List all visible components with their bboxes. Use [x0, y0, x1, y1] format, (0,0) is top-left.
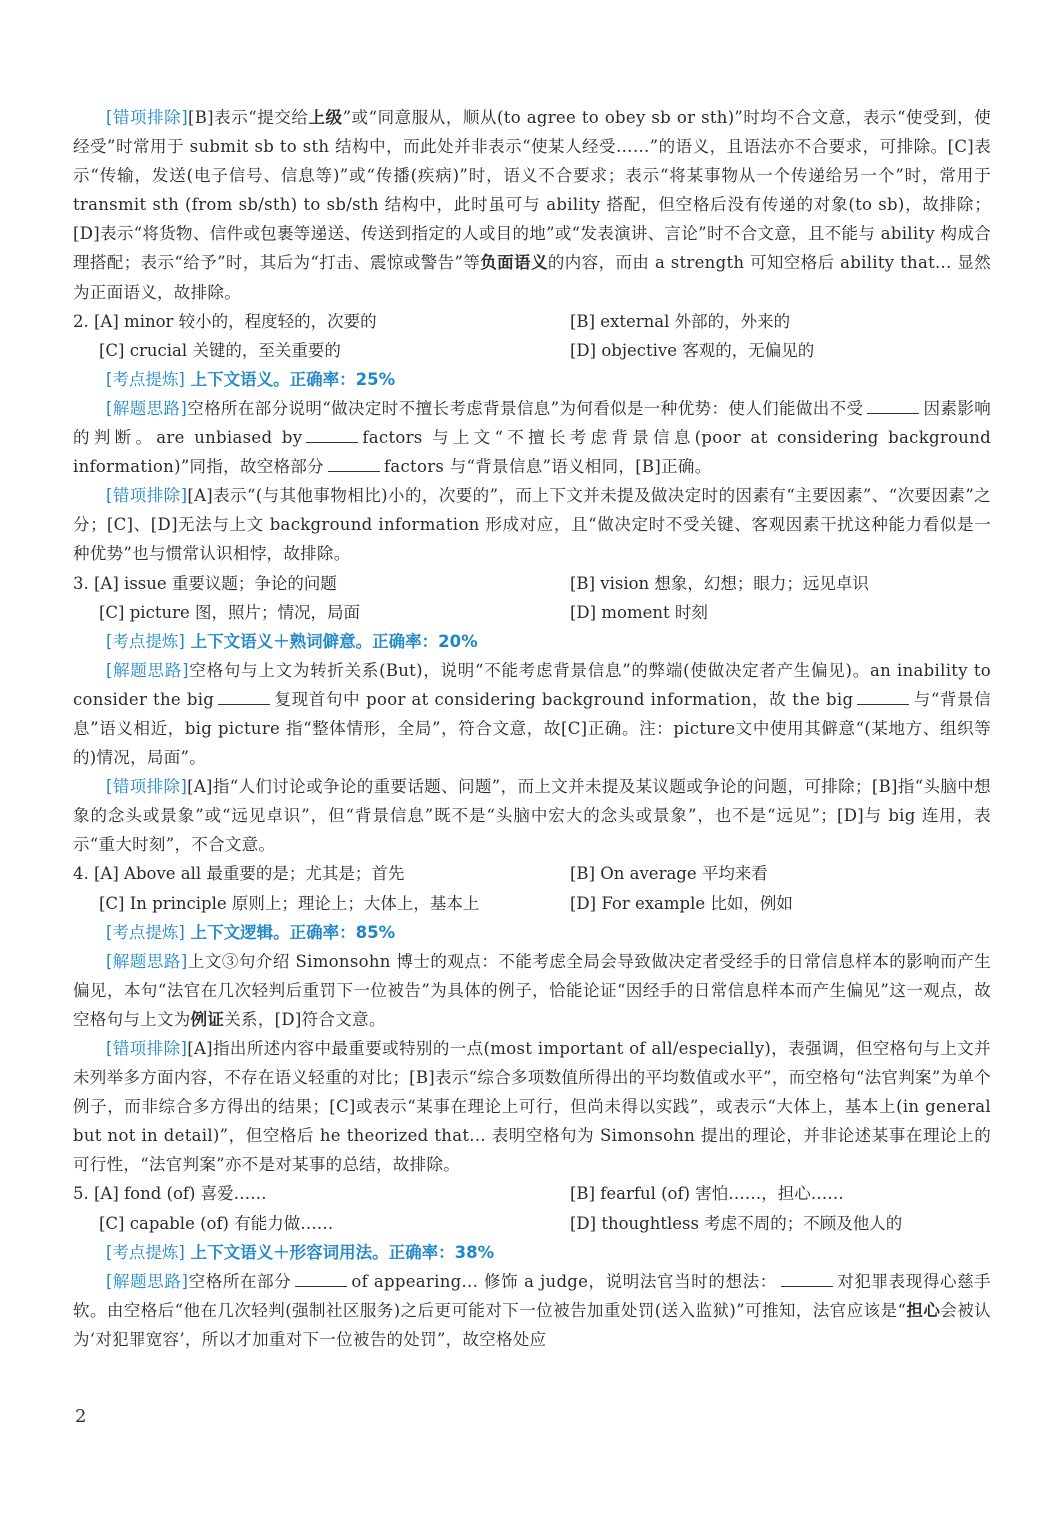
- option-b: [B] fearful (of) 害怕……，担心……: [570, 1184, 844, 1204]
- question-3: [73, 569, 991, 860]
- blank-line: [218, 690, 270, 705]
- option-c: [C] picture 图，照片；情况，局面: [99, 602, 360, 622]
- q3-options: [73, 569, 991, 627]
- exclusion-paragraph: [错项排除][A]表示“(与其他事物相比)小的，次要的”，而上下文并未提及做决定时的因素有“主要因素”、“次要因素”之分；[C]、[D]无法与上文 background information 形成对应，且“做决定时不受关键、客观因素干扰这种能力看似是一种优势”也与惯常认识相悖，故排除。: [73, 486, 991, 564]
- key-point: [考点提炼] 上下文语义＋熟词僻意。正确率：20%: [106, 631, 478, 651]
- accuracy-rate: 正确率：85%: [289, 922, 396, 942]
- option-a: 3. [A] issue 重要议题；争论的问题: [73, 573, 337, 593]
- exclusion-paragraph: [错项排除][A]指“人们讨论或争论的重要话题、问题”，而上文并未提及某议题或争论的问题，可排除；[B]指“头脑中想象的念头或景象”或“远见卓识”，但“背景信息”既不是“头脑中宏大的念头或景象”，也不是“远见”；[D]与 big 连用，表示“重大时刻”，不合文意。: [73, 777, 991, 855]
- accuracy-rate: 正确率：25%: [289, 369, 396, 389]
- blank-line: [867, 399, 919, 414]
- accuracy-rate: 正确率：20%: [372, 631, 478, 651]
- question-5: [73, 1179, 991, 1354]
- solution-label: [解题思路]: [106, 660, 189, 680]
- page-number: 2: [75, 1406, 87, 1427]
- solution-label: [解题思路]: [106, 951, 188, 971]
- q5-options: [73, 1179, 991, 1237]
- wrong-exclusion-label: [错项排除]: [106, 777, 188, 797]
- option-a: 4. [A] Above all 最重要的是；尤其是；首先: [73, 864, 405, 884]
- option-a: 5. [A] fond (of) 喜爱……: [73, 1184, 267, 1204]
- option-c: [C] crucial 关键的，至关重要的: [99, 340, 341, 360]
- solution-paragraph: [解题思路]空格所在部分说明“做决定时不擅长考虑背景信息”为何看似是一种优势：使人们能做出不受 因素影响的判断。are unbiased by factors 与上文“不擅长考虑背景信息(poor at considering background information)”同指，故空格部分 factors 与“背景信息”语义相同，[B]正确。: [73, 398, 992, 477]
- option-d: [D] moment 时刻: [570, 602, 708, 622]
- blank-line: [295, 1272, 347, 1287]
- wrong-exclusion-label: [错项排除]: [106, 486, 188, 506]
- key-point: [考点提炼] 上下文语义＋形容词用法。正确率：38%: [106, 1242, 495, 1262]
- option-b: [B] external 外部的，外来的: [570, 311, 791, 331]
- q2-options: [73, 307, 991, 365]
- blank-line: [306, 428, 358, 443]
- solution-label: [解题思路]: [106, 398, 188, 418]
- blank-line: [781, 1272, 833, 1287]
- option-d: [D] objective 客观的，无偏见的: [570, 340, 815, 360]
- question-2: [73, 307, 991, 569]
- solution-paragraph: [解题思路]空格所在部分 of appearing... 修饰 a judge，说明法官当时的想法： 对犯罪表现得心慈手软。由空格后“他在几次轻判(强制社区服务)之后更可能对下一位被告加重处罚(送入监狱)”可推知，法官应该是“担心会被认为‘对犯罪宽容’，所以才加重对下一位被告的处罚”，故空格处应: [73, 1271, 991, 1349]
- q4-options: [73, 859, 991, 917]
- wrong-exclusion-label: [错项排除]: [106, 108, 188, 127]
- solution-paragraph: [解题思路]上文③句介绍 Simonsohn 博士的观点：不能考虑全局会导致做决定者受经手的日常信息样本的影响而产生偏见，本句“法官在几次轻判后重罚下一位被告”为具体的例子，恰能论证“因经手的日常信息样本而产生偏见”这一观点，故空格句与上文为例证关系，[D]符合文意。: [73, 951, 992, 1029]
- option-c: [C] capable (of) 有能力做……: [99, 1213, 334, 1233]
- solution-paragraph: [解题思路]空格句与上文为转折关系(But)，说明“不能考虑背景信息”的弊端(使做决定者产生偏见)。an inability to consider the big 复现首句中 poor at considering background information，故 the big 与“背景信息”语义相近，big picture 指“整体情形，全局”，符合文意，故[C]正确。注：picture文中使用其僻意“(某地方、组织等的)情况，局面”。: [73, 660, 991, 768]
- key-point: [考点提炼] 上下文逻辑。正确率：85%: [106, 922, 396, 942]
- exclusion-paragraph: [错项排除][A]指出所述内容中最重要或特别的一点(most important of all/especially)，表强调，但空格句与上文并未列举多方面内容，不存在语义轻重的对比；[B]表示“综合多项数值所得出的平均数值或水平”，而空格句“法官判案”为单个例子，而非综合多方得出的结果；[C]或表示“某事在理论上可行，但尚未得以实践”，或表示“大体上，基本上(in general but not in detail)”，但空格后 he theorized that... 表明空格句为 Simonsohn 提出的理论，并非论述某事在理论上的可行性，“法官判案”亦不是对某事的总结，故排除。: [73, 1039, 991, 1175]
- blank-line: [857, 690, 909, 705]
- q1-exclusion-paragraph: [错项排除][B]表示“提交给上级”或“同意服从，顺从(to agree to obey sb or sth)”时均不合文意，表示“使受到，使经受”时常用于 submit sb to sth 结构中，而此处并非表示“使某人经受……”的语义，且语法亦不合要求，可排除。[C]表示“传输，发送(电子信号、信息等)”或“传播(疾病)”时，语义不合要求；表示“将某事物从一个传递给另一个”时，常用于 transmit sth (from sb/sth) to sb/sth 结构中，此时虽可与 ability 搭配，但空格后没有传递的对象(to sb)，故排除；[D]表示“将货物、信件或包裹等递送、传送到指定的人或目的地”或“发表演讲、言论”时不合文意，且不能与 ability 构成合理搭配；表示“给予”时，其后为“打击、震惊或警告”等负面语义的内容，而由 a strength 可知空格后 ability that... 显然为正面语义，故排除。: [73, 108, 991, 302]
- option-d: [D] For example 比如，例如: [570, 893, 793, 913]
- option-b: [B] vision 想象，幻想；眼力；远见卓识: [570, 573, 869, 593]
- option-b: [B] On average 平均来看: [570, 864, 768, 884]
- blank-line: [328, 457, 380, 472]
- key-point: [考点提炼] 上下文语义。正确率：25%: [106, 369, 396, 389]
- solution-label: [解题思路]: [106, 1271, 189, 1291]
- option-d: [D] thoughtless 考虑不周的；不顾及他人的: [570, 1213, 903, 1233]
- option-a: 2. [A] minor 较小的，程度轻的，次要的: [73, 311, 377, 331]
- option-c: [C] In principle 原则上；理论上；大体上，基本上: [99, 893, 480, 913]
- question-4: [73, 859, 991, 1179]
- wrong-exclusion-label: [错项排除]: [106, 1039, 188, 1058]
- accuracy-rate: 正确率：38%: [388, 1242, 495, 1262]
- document-page: [73, 103, 991, 1354]
